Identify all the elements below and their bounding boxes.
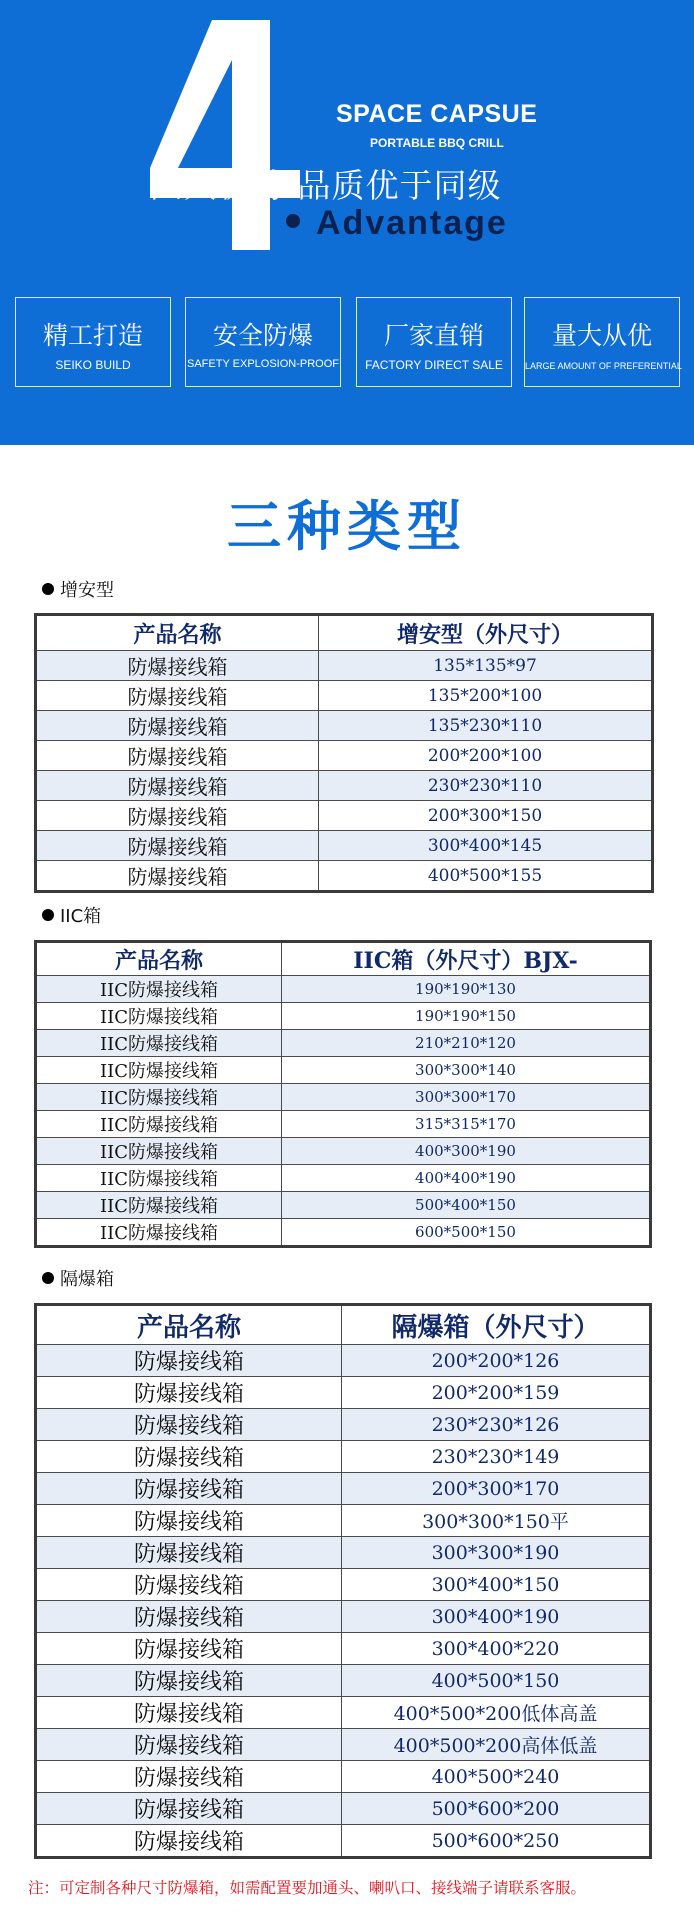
type-label-text: 增安型 <box>60 580 114 601</box>
size-cell: 230*230*110 <box>319 771 653 801</box>
table-row <box>36 1473 651 1505</box>
table-row <box>36 861 653 892</box>
size-cell: 400*500*155 <box>319 861 653 892</box>
table-header-row <box>36 942 651 976</box>
table-increased-safety <box>34 613 654 893</box>
four-graphic <box>150 20 300 250</box>
table-row <box>36 831 653 861</box>
size-cell: 400*500*200高体低盖 <box>342 1729 651 1761</box>
big-number-four <box>150 20 300 250</box>
product-name-cell: 防爆接线箱 <box>36 1633 342 1665</box>
size-cell: 200*200*126 <box>342 1345 651 1377</box>
advantage-dot <box>286 214 300 228</box>
feature-factory-direct <box>356 297 512 387</box>
table-row <box>36 711 653 741</box>
size-cell: 400*300*190 <box>282 1138 651 1165</box>
type-label-text: IIC箱 <box>60 906 102 927</box>
product-name-cell: IIC防爆接线箱 <box>36 1111 282 1138</box>
advantage-banner <box>0 0 694 445</box>
advantage-label: Advantage <box>316 204 508 242</box>
table-row <box>36 651 653 681</box>
size-cell: 300*400*220 <box>342 1633 651 1665</box>
bullet-icon <box>42 909 54 921</box>
product-name-cell: 防爆接线箱 <box>36 1377 342 1409</box>
table-row <box>36 1111 651 1138</box>
table-row <box>36 1825 651 1858</box>
feature-title: 量大从优 <box>551 321 652 350</box>
table-row <box>36 1219 651 1247</box>
size-cell: 200*300*150 <box>319 801 653 831</box>
section-title: 三种类型 <box>227 495 467 558</box>
type-label-iic <box>42 902 101 928</box>
table-row <box>36 681 653 711</box>
type-label-text: 隔爆箱 <box>60 1269 114 1290</box>
feature-subtitle: SAFETY EXPLOSION-PROOF <box>187 358 339 370</box>
table-iic <box>34 940 652 1248</box>
table-body <box>36 976 651 1247</box>
table-row <box>36 1138 651 1165</box>
table-row <box>36 1165 651 1192</box>
feature-seiko-build <box>15 297 171 387</box>
table-row <box>36 1697 651 1729</box>
product-name-cell: 防爆接线箱 <box>36 1473 342 1505</box>
product-name-cell: 防爆接线箱 <box>36 771 319 801</box>
table-row <box>36 1030 651 1057</box>
table-row <box>36 1377 651 1409</box>
header-size: 隔爆箱（外尺寸） <box>342 1305 651 1345</box>
table-header-row <box>36 1305 651 1345</box>
product-name-cell: 防爆接线箱 <box>36 861 319 892</box>
size-cell: 190*190*130 <box>282 976 651 1003</box>
footer-note: 注：可定制各种尺寸防爆箱，如需配置要加通头、喇叭口、接线端子请联系客服。 <box>28 1879 587 1897</box>
table-row <box>36 1665 651 1697</box>
size-cell: 500*600*250 <box>342 1825 651 1858</box>
feature-title: 安全防爆 <box>212 321 313 350</box>
table-row <box>36 1192 651 1219</box>
feature-subtitle: SEIKO BUILD <box>55 358 131 372</box>
table-row <box>36 1441 651 1473</box>
size-cell: 300*300*190 <box>342 1537 651 1569</box>
product-name-cell: 防爆接线箱 <box>36 1569 342 1601</box>
product-name-cell: IIC防爆接线箱 <box>36 1192 282 1219</box>
size-cell: 400*500*150 <box>342 1665 651 1697</box>
header-product-name: 产品名称 <box>36 1305 342 1345</box>
feature-subtitle: FACTORY DIRECT SALE <box>365 358 503 372</box>
table-row <box>36 1505 651 1537</box>
size-cell: 135*200*100 <box>319 681 653 711</box>
table-row <box>36 741 653 771</box>
header-product-name: 产品名称 <box>36 942 282 976</box>
size-cell: 300*300*170 <box>282 1084 651 1111</box>
product-name-cell: 防爆接线箱 <box>36 801 319 831</box>
table-body <box>36 1345 651 1858</box>
table-row <box>36 1057 651 1084</box>
size-cell: 300*400*190 <box>342 1601 651 1633</box>
table-body <box>36 651 653 892</box>
feature-title: 厂家直销 <box>383 321 484 350</box>
product-name-cell: IIC防爆接线箱 <box>36 1003 282 1030</box>
size-cell: 400*500*240 <box>342 1761 651 1793</box>
product-name-cell: 防爆接线箱 <box>36 1729 342 1761</box>
table-row <box>36 1084 651 1111</box>
product-name-cell: 防爆接线箱 <box>36 681 319 711</box>
table-row <box>36 771 653 801</box>
size-cell: 300*300*150平 <box>342 1505 651 1537</box>
size-cell: 135*135*97 <box>319 651 653 681</box>
table-header-row <box>36 615 653 651</box>
table-row <box>36 1537 651 1569</box>
table-row <box>36 1345 651 1377</box>
table-row <box>36 1003 651 1030</box>
table-row <box>36 1761 651 1793</box>
product-name-cell: 防爆接线箱 <box>36 741 319 771</box>
size-cell: 210*210*120 <box>282 1030 651 1057</box>
product-name-cell: 防爆接线箱 <box>36 1665 342 1697</box>
brand-subtitle: PORTABLE BBQ CRILL <box>370 136 504 150</box>
product-name-cell: 防爆接线箱 <box>36 1793 342 1825</box>
size-cell: 315*315*170 <box>282 1111 651 1138</box>
table-row <box>36 976 651 1003</box>
size-cell: 500*600*200 <box>342 1793 651 1825</box>
size-cell: 230*230*149 <box>342 1441 651 1473</box>
product-name-cell: IIC防爆接线箱 <box>36 976 282 1003</box>
table-row <box>36 1569 651 1601</box>
product-name-cell: IIC防爆接线箱 <box>36 1138 282 1165</box>
table-row <box>36 1633 651 1665</box>
product-name-cell: 防爆接线箱 <box>36 651 319 681</box>
product-name-cell: IIC防爆接线箱 <box>36 1030 282 1057</box>
table-row <box>36 1601 651 1633</box>
size-cell: 200*300*170 <box>342 1473 651 1505</box>
product-name-cell: IIC防爆接线箱 <box>36 1165 282 1192</box>
product-name-cell: 防爆接线箱 <box>36 1761 342 1793</box>
product-name-cell: IIC防爆接线箱 <box>36 1057 282 1084</box>
product-name-cell: IIC防爆接线箱 <box>36 1084 282 1111</box>
size-cell: 500*400*150 <box>282 1192 651 1219</box>
feature-subtitle: LARGE AMOUNT OF PREFERENTIAL <box>525 361 682 371</box>
size-cell: 400*500*200低体高盖 <box>342 1697 651 1729</box>
feature-safety <box>185 297 341 387</box>
size-cell: 230*230*126 <box>342 1409 651 1441</box>
size-cell: 200*200*100 <box>319 741 653 771</box>
size-cell: 190*190*150 <box>282 1003 651 1030</box>
product-name-cell: 防爆接线箱 <box>36 1825 342 1858</box>
product-name-cell: IIC防爆接线箱 <box>36 1219 282 1247</box>
size-cell: 300*300*140 <box>282 1057 651 1084</box>
bullet-icon <box>42 1272 54 1284</box>
table-row <box>36 1409 651 1441</box>
product-name-cell: 防爆接线箱 <box>36 1697 342 1729</box>
product-name-cell: 防爆接线箱 <box>36 831 319 861</box>
type-label-increased-safety <box>42 576 114 602</box>
feature-preferential <box>524 297 680 387</box>
bullet-icon <box>42 583 54 595</box>
table-flameproof <box>34 1303 652 1859</box>
size-cell: 400*400*190 <box>282 1165 651 1192</box>
product-name-cell: 防爆接线箱 <box>36 1505 342 1537</box>
product-name-cell: 防爆接线箱 <box>36 1601 342 1633</box>
banner-slogan: 四大优势 品质优于同级 <box>150 166 502 205</box>
size-cell: 600*500*150 <box>282 1219 651 1247</box>
header-product-name: 产品名称 <box>36 615 319 651</box>
table-row <box>36 1793 651 1825</box>
product-name-cell: 防爆接线箱 <box>36 1409 342 1441</box>
header-size: 增安型（外尺寸） <box>319 615 653 651</box>
product-name-cell: 防爆接线箱 <box>36 1537 342 1569</box>
brand-title: SPACE CAPSUE <box>336 100 538 128</box>
size-cell: 300*400*150 <box>342 1569 651 1601</box>
feature-title: 精工打造 <box>42 321 143 350</box>
table-row <box>36 1729 651 1761</box>
product-name-cell: 防爆接线箱 <box>36 1345 342 1377</box>
header-size: IIC箱（外尺寸）BJX- <box>282 942 651 976</box>
type-label-flameproof <box>42 1265 114 1291</box>
size-cell: 200*200*159 <box>342 1377 651 1409</box>
product-name-cell: 防爆接线箱 <box>36 711 319 741</box>
size-cell: 135*230*110 <box>319 711 653 741</box>
product-name-cell: 防爆接线箱 <box>36 1441 342 1473</box>
size-cell: 300*400*145 <box>319 831 653 861</box>
table-row <box>36 801 653 831</box>
